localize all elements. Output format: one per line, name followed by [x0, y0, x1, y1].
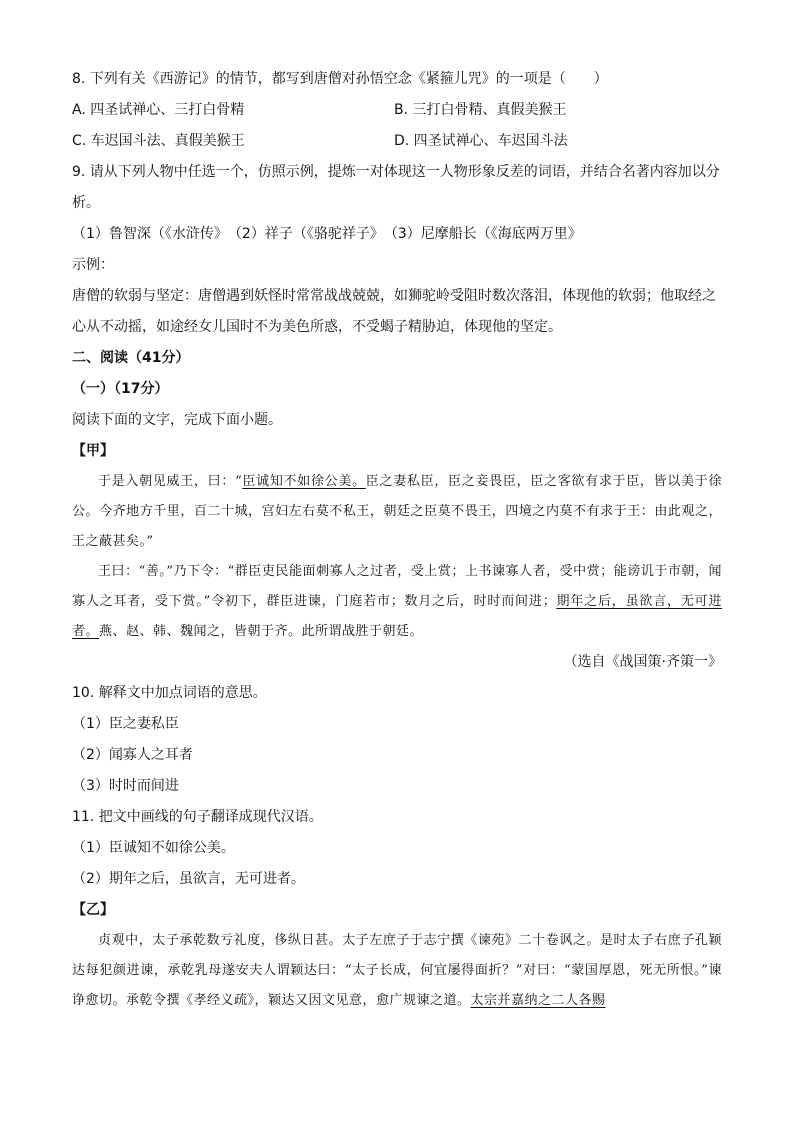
passage-jia-paragraph-1 [72, 467, 722, 557]
q8-option-c[interactable]: C. 车迟国斗法、真假美猴王 [72, 133, 245, 149]
reading-instruction: 阅读下面的文字，完成下面小题。 [72, 412, 282, 428]
q9-example-label: 示例： [72, 257, 114, 273]
q9-example-line-2: 心从不动摇，如途经女儿国时不为美色所惑，不受蝎子精胁迫，体现他的坚定。 [72, 319, 562, 335]
passage-jia-label: 【甲】 [72, 443, 114, 459]
jia-p2-text-b: 燕、赵、韩、魏闻之，皆朝于齐。此所谓战胜于朝廷。 [99, 624, 424, 639]
passage-jia-source: （选自《战国策·齐策一》 [563, 654, 722, 670]
q11-item-1: （1）臣诚知不如徐公美。 [72, 840, 235, 856]
q10-item-3: （3）时时而间进 [72, 778, 179, 794]
q8-option-a[interactable]: A. 四圣试禅心、三打白骨精 [72, 102, 245, 118]
yi-underlined-sentence: 太宗并嘉纳之二人各赐 [470, 993, 606, 1008]
jia-p1-underlined-sentence: 臣诚知不如徐公美。 [242, 474, 366, 489]
exam-page [72, 64, 722, 1016]
q9-stem-line-1: 9. 请从下列人物中任选一个，仿照示例，提炼一对体现这一人物形象反差的词语，并结合名著内容加以分 [72, 164, 720, 180]
question-8 [72, 64, 722, 157]
yi-text-a: 贞观中，太子承乾数亏礼度，侈纵日甚。太子左庶子于志宁撰《谏苑》二十卷讽之。是时太子右庶子孔颖达每犯颜进谏，承乾乳母遂安夫人谓颖达曰：“太子长成，何宜屡得面折？”对曰：“蒙国厚恩，死无所恨。”谏诤愈切。承乾令撰《孝经义疏》，颖达又因文见意，愈广规谏之道。 [72, 933, 722, 1008]
q11-stem: 11. 把文中画线的句子翻译成现代汉语。 [72, 809, 323, 825]
q8-option-b[interactable]: B. 三打白骨精、真假美猴王 [394, 102, 567, 118]
jia-p2-text-a: 王曰：“善。”乃下令：“群臣吏民能面刺寡人之过者，受上赏；上书谏寡人者，受中赏；能谤讥于市朝，闻寡人之耳者，受下赏。”令初下，群臣进谏，门庭若市；数月之后，时时而间进； [72, 564, 722, 609]
section-heading: 二、阅读（41分） [72, 350, 190, 366]
passage-jia-paragraph-2 [72, 557, 722, 647]
q10-item-2: （2）闻寡人之耳者 [72, 747, 193, 763]
passage-yi-label: 【乙】 [72, 902, 114, 918]
part-heading: （一）（17分） [72, 381, 169, 397]
q10-item-1: （1）臣之妻私臣 [72, 716, 179, 732]
q10-stem: 10. 解释文中加点词语的意思。 [72, 685, 267, 701]
q9-choices: （1）鲁智深（《水浒传》 （2）祥子（《骆驼祥子》 （3）尼摩船长（《海底两万里》 [72, 226, 582, 242]
q8-stem: 8. 下列有关《西游记》的情节，都写到唐僧对孙悟空念《紧箍儿咒》的一项是（ ） [72, 71, 608, 87]
q9-stem-line-2: 析。 [72, 195, 100, 211]
question-11 [72, 802, 722, 895]
question-9 [72, 157, 722, 343]
jia-p2-underlined-sentence: 期年之后，虽欲言，无可进者。 [72, 594, 722, 639]
jia-p1-text-a: 于是入朝见威王，曰：“ [98, 474, 243, 489]
q11-item-2: （2）期年之后，虽欲言，无可进者。 [72, 871, 305, 887]
passage-yi-paragraph [72, 926, 722, 1016]
question-10 [72, 678, 722, 802]
q9-example-line-1: 唐僧的软弱与坚定：唐僧遇到妖怪时常常战战兢兢，如狮驼岭受阻时数次落泪，体现他的软弱；他取经之 [72, 288, 716, 304]
jia-p1-text-b: 臣之妻私臣，臣之妾畏臣，臣之客欲有求于臣，皆以美于徐公。今齐地方千里，百二十城，宫妇左右莫不私王，朝廷之臣莫不畏王，四境之内莫不有求于王：由此观之，王之蔽甚矣。” [72, 474, 722, 549]
q8-option-d[interactable]: D. 四圣试禅心、车迟国斗法 [394, 133, 568, 149]
q8-options-row-1 [72, 95, 722, 126]
q8-options-row-2 [72, 126, 722, 157]
